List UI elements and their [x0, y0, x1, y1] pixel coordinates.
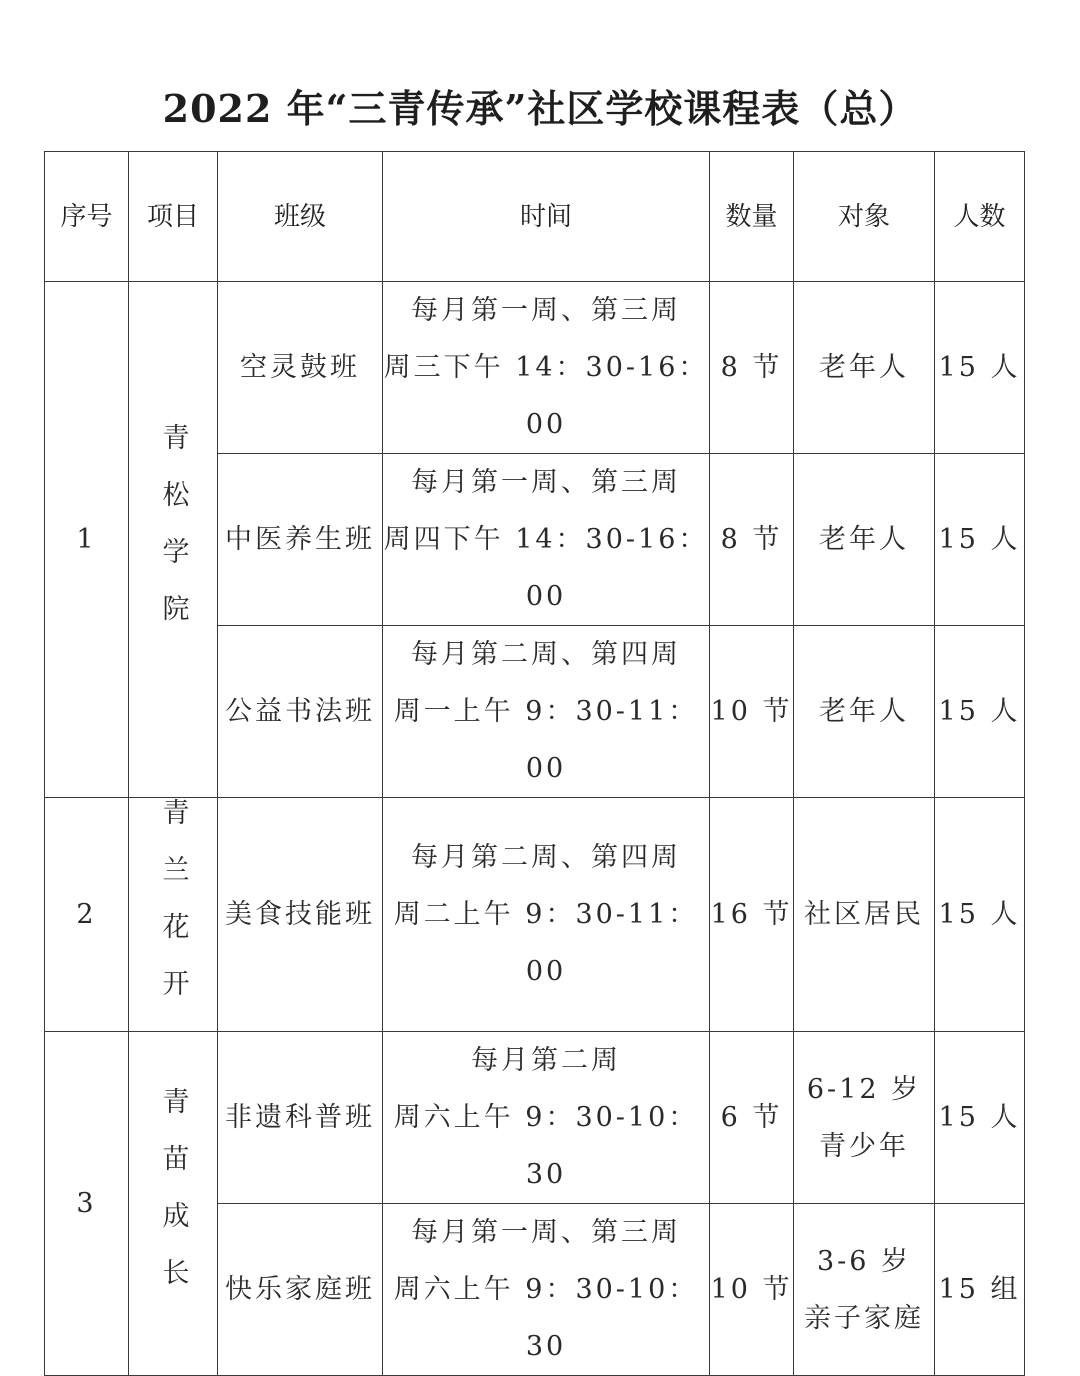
table-row	[45, 1032, 1025, 1204]
target-cell: 老年人	[794, 626, 935, 798]
time-line2: 周四下午 14：30-16：00	[383, 524, 709, 612]
header-index: 序号	[45, 152, 129, 282]
class-cell: 美食技能班	[218, 798, 383, 1032]
table-row	[45, 798, 1025, 1032]
count-cell: 10 节	[710, 626, 794, 798]
target-cell: 老年人	[794, 282, 935, 454]
header-time: 时间	[383, 152, 710, 282]
people-cell: 15 人	[935, 282, 1025, 454]
count-cell: 8 节	[710, 454, 794, 626]
time-line2: 周六上午 9：30-10：30	[393, 1102, 699, 1190]
time-line1: 每月第二周、第四周	[411, 842, 681, 873]
time-line2: 周二上午 9：30-11：00	[393, 899, 699, 987]
class-cell: 快乐家庭班	[218, 1204, 383, 1376]
project-name: 青松学院	[157, 423, 189, 651]
table-row	[45, 282, 1025, 454]
time-cell	[383, 1204, 710, 1376]
header-people: 人数	[935, 152, 1025, 282]
group-index: 2	[45, 798, 129, 1032]
time-line2: 周三下午 14：30-16：00	[383, 352, 709, 440]
class-cell: 中医养生班	[218, 454, 383, 626]
project-name: 青兰花开	[157, 798, 189, 1026]
time-cell	[383, 626, 710, 798]
time-line1: 每月第一周、第三周	[411, 295, 681, 326]
target-cell	[794, 1204, 935, 1376]
time-cell	[383, 282, 710, 454]
class-cell: 空灵鼓班	[218, 282, 383, 454]
time-line1: 每月第二周	[471, 1045, 621, 1076]
group-index: 3	[45, 1032, 129, 1376]
class-cell: 非遗科普班	[218, 1032, 383, 1204]
people-cell: 15 人	[935, 454, 1025, 626]
target-line1: 3-6 岁	[816, 1245, 912, 1277]
header-row	[45, 152, 1025, 282]
target-cell: 社区居民	[794, 798, 935, 1032]
project-name: 青苗成长	[157, 1087, 189, 1315]
count-cell: 6 节	[710, 1032, 794, 1204]
group-index: 1	[45, 282, 129, 798]
people-cell: 15 人	[935, 798, 1025, 1032]
group-project	[129, 798, 218, 1032]
class-cell: 公益书法班	[218, 626, 383, 798]
time-line2: 周六上午 9：30-10：30	[393, 1274, 699, 1362]
count-cell: 8 节	[710, 282, 794, 454]
time-line1: 每月第二周、第四周	[411, 639, 681, 670]
people-cell: 15 人	[935, 1032, 1025, 1204]
people-cell: 15 人	[935, 626, 1025, 798]
schedule-table	[44, 151, 1025, 1376]
time-line1: 每月第一周、第三周	[411, 1217, 681, 1248]
target-line2: 青少年	[819, 1130, 909, 1162]
target-line2: 亲子家庭	[804, 1302, 924, 1334]
time-cell	[383, 1032, 710, 1204]
group-project	[129, 1032, 218, 1376]
header-project: 项目	[129, 152, 218, 282]
count-cell: 10 节	[710, 1204, 794, 1376]
target-cell	[794, 1032, 935, 1204]
target-cell: 老年人	[794, 454, 935, 626]
time-line2: 周一上午 9：30-11：00	[393, 696, 699, 784]
target-line1: 6-12 岁	[806, 1073, 922, 1105]
group-project	[129, 282, 218, 798]
time-cell	[383, 798, 710, 1032]
document-title: 2022 年“三青传承”社区学校课程表（总）	[162, 86, 918, 131]
time-line1: 每月第一周、第三周	[411, 467, 681, 498]
header-target: 对象	[794, 152, 935, 282]
time-cell	[383, 454, 710, 626]
header-class: 班级	[218, 152, 383, 282]
people-cell: 15 组	[935, 1204, 1025, 1376]
count-cell: 16 节	[710, 798, 794, 1032]
header-count: 数量	[710, 152, 794, 282]
